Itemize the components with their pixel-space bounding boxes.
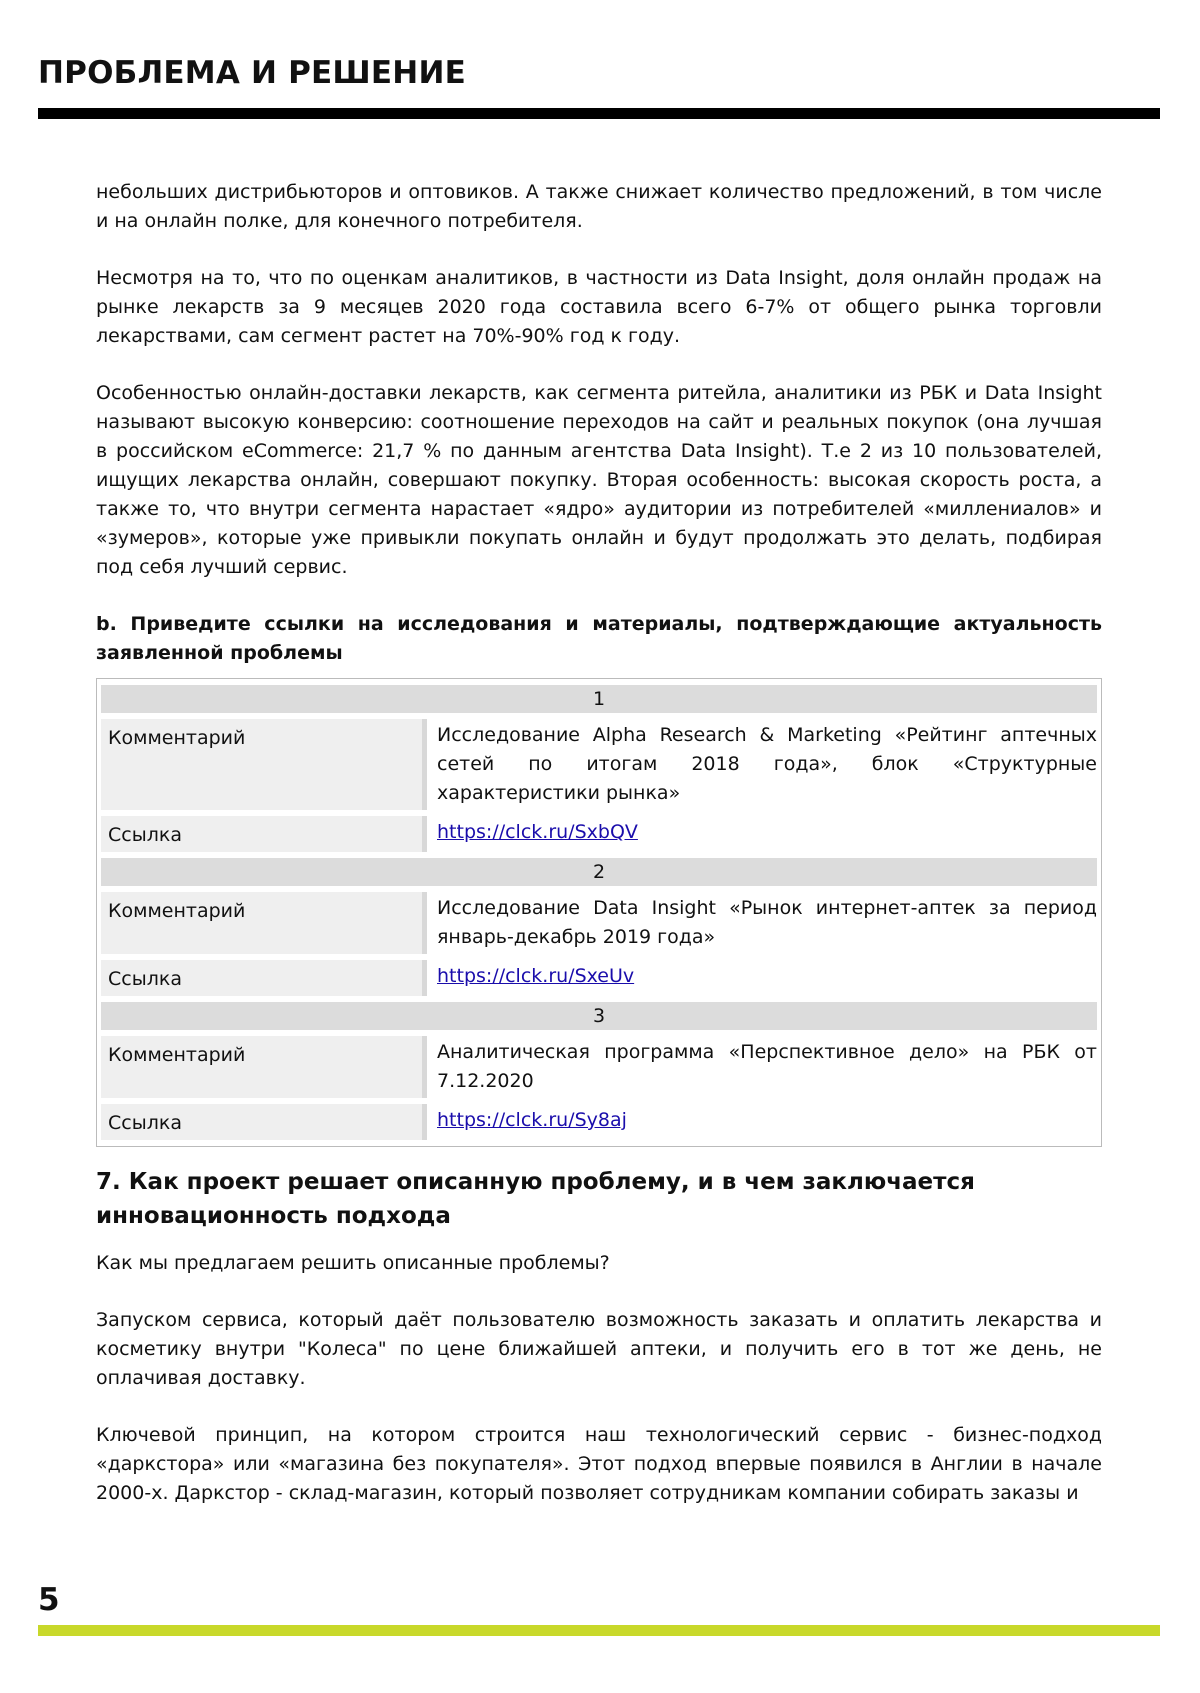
comment-text: Исследование Alpha Research & Marketing «Рейтинг аптечных сетей по итогам 2018 года», блок «Структурные характеристики рынка» <box>437 724 1097 804</box>
comment-label: Комментарий <box>101 1036 427 1098</box>
page-header-title: ПРОБЛЕМА И РЕШЕНИЕ <box>38 55 466 91</box>
comment-text: Исследование Data Insight «Рынок интернет-аптек за период январь-декабрь 2019 года» <box>437 897 1097 948</box>
references-table <box>96 678 1102 1147</box>
main-content <box>96 178 1102 1536</box>
comment-text: Аналитическая программа «Перспективное дело» на РБК от 7.12.2020 <box>437 1041 1097 1092</box>
paragraph: Несмотря на то, что по оценкам аналитиков, в частности из Data Insight, доля онлайн продаж на рынке лекарств за 9 месяцев 2020 года составила всего 6-7% от общего рынка торговли лекарствами, сам сегмент растет на 70%-90% год к году. <box>96 267 1102 347</box>
footer-divider <box>38 1625 1160 1636</box>
section-title: 7. Как проект решает описанную проблему, и в чем заключается инновационность подхода <box>96 1169 975 1229</box>
reference-group <box>101 685 1097 852</box>
subheading-references: b. Приведите ссылки на исследования и материалы, подтверждающие актуальность заявленной проблемы <box>96 613 1102 664</box>
reference-link-row <box>101 1104 1097 1140</box>
page-number: 5 <box>38 1582 60 1618</box>
reference-group <box>101 1002 1097 1140</box>
header-divider <box>38 108 1160 119</box>
reference-group <box>101 858 1097 996</box>
paragraph: небольших дистрибьюторов и оптовиков. А также снижает количество предложений, в том числе и на онлайн полке, для конечного потребителя. <box>96 181 1102 232</box>
reference-comment-row <box>101 1036 1097 1098</box>
paragraph: Запуском сервиса, который даёт пользователю возможность заказать и оплатить лекарства и косметику внутри "Колеса" по цене ближайшей аптеки, и получить его в тот же день, не оплачивая доставку. <box>96 1309 1102 1389</box>
link-label: Ссылка <box>101 816 427 852</box>
paragraph: Как мы предлагаем решить описанные проблемы? <box>96 1252 610 1274</box>
link-label: Ссылка <box>101 1104 427 1140</box>
reference-number: 1 <box>101 685 1097 713</box>
reference-link[interactable]: https://clck.ru/SxeUv <box>437 965 635 987</box>
reference-link-row <box>101 816 1097 852</box>
paragraph: Ключевой принцип, на котором строится наш технологический сервис - бизнес-подход «даркстора» или «магазина без покупателя». Этот подход впервые появился в Англии в начале 2000-х. Даркстор - склад-магазин, который позволяет сотрудникам компании собирать заказы и <box>96 1424 1102 1504</box>
link-label: Ссылка <box>101 960 427 996</box>
reference-link[interactable]: https://clck.ru/SxbQV <box>437 821 638 843</box>
reference-comment-row <box>101 719 1097 810</box>
reference-number: 2 <box>101 858 1097 886</box>
reference-link[interactable]: https://clck.ru/Sy8aj <box>437 1109 627 1131</box>
comment-label: Комментарий <box>101 892 427 954</box>
reference-comment-row <box>101 892 1097 954</box>
reference-number: 3 <box>101 1002 1097 1030</box>
paragraph: Особенностью онлайн-доставки лекарств, как сегмента ритейла, аналитики из РБК и Data Insight называют высокую конверсию: соотношение переходов на сайт и реальных покупок (она лучшая в российском eCommerce: 21,7 % по данным агентства Data Insight). Т.е 2 из 10 пользователей, ищущих лекарства онлайн, совершают покупку. Вторая особенность: высокая скорость роста, а также то, что внутри сегмента нарастает «ядро» аудитории из потребителей «миллениалов» и «зумеров», которые уже привыкли покупать онлайн и будут продолжать это делать, подбирая под себя лучший сервис. <box>96 382 1102 578</box>
comment-label: Комментарий <box>101 719 427 810</box>
reference-link-row <box>101 960 1097 996</box>
